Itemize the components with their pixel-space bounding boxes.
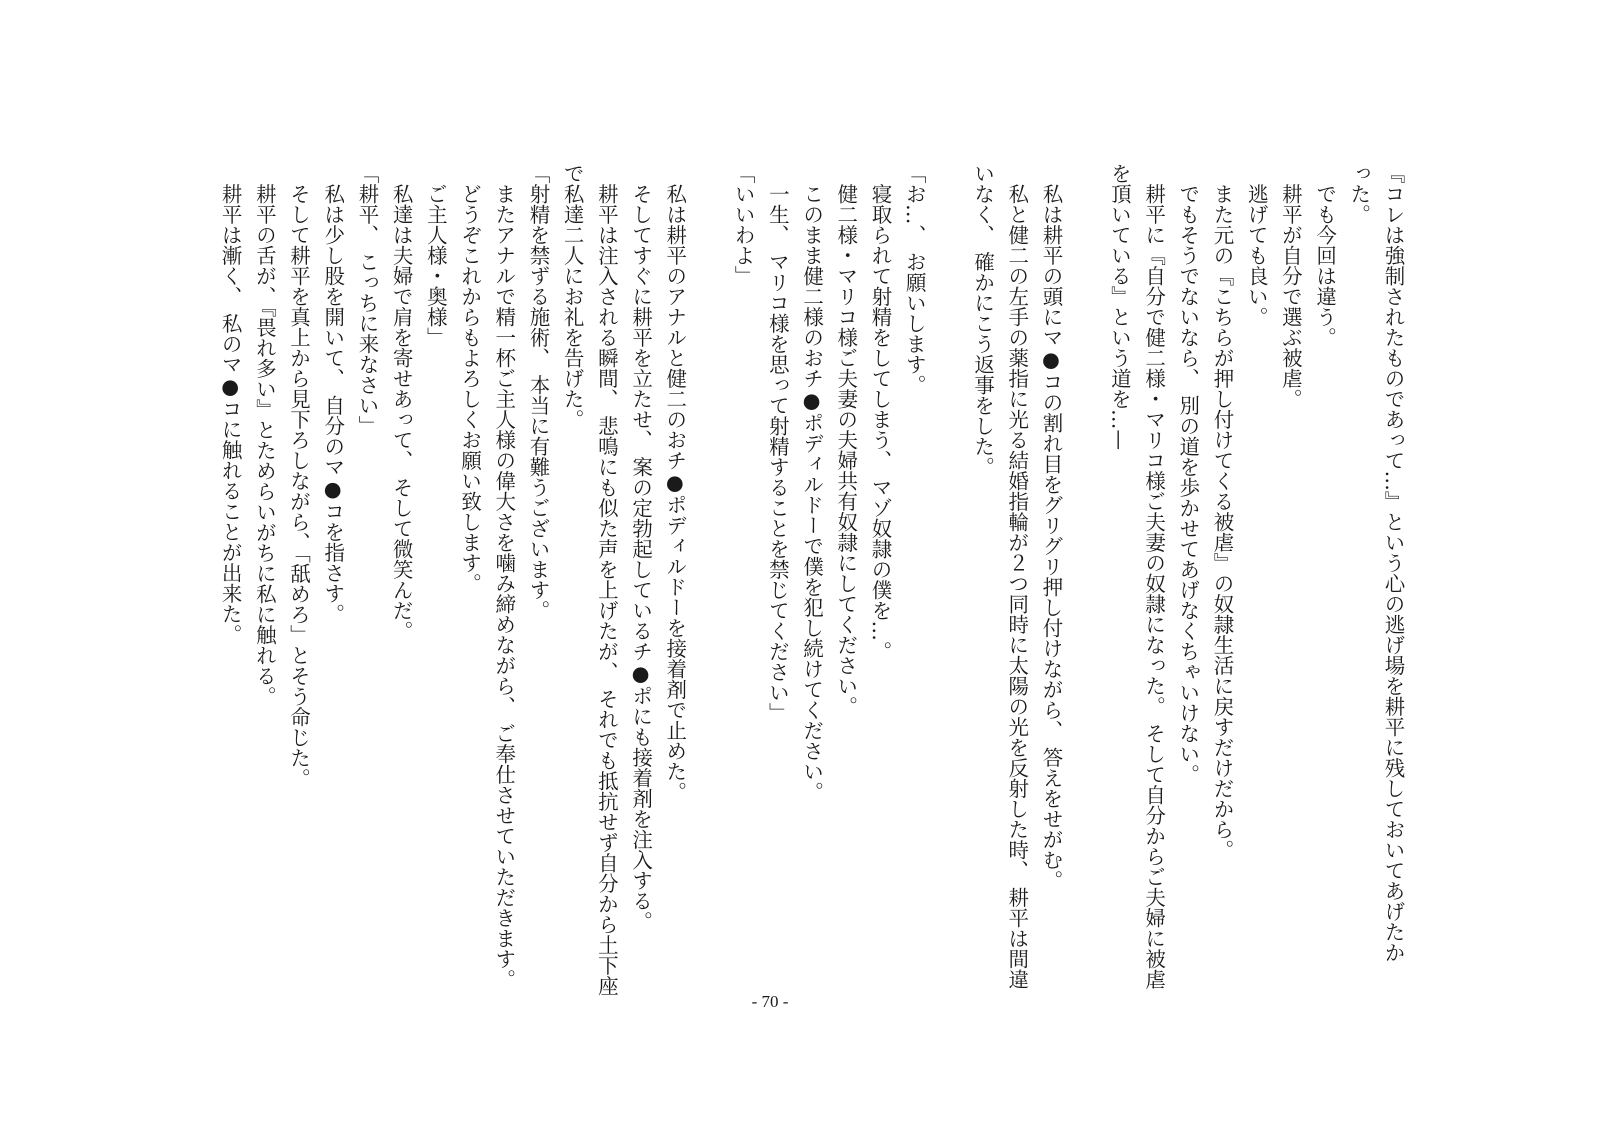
text-line: で私達二人にお礼を告げた。 bbox=[560, 163, 585, 430]
text-line: でも今回は違う。 bbox=[1312, 163, 1337, 348]
text-line: また元の『こちらが押し付けてくる被虐』の奴隷生活に戻すだけだから。 bbox=[1209, 163, 1234, 860]
page-number: - 70 - bbox=[751, 992, 789, 1011]
text-line: 耕平は漸く、 私のマ●コに触れることが出来た。 bbox=[218, 163, 243, 645]
text-line: いなく、 確かにこう返事をした。 bbox=[970, 163, 995, 478]
text-line: 健二様・マリコ様ご夫妻の夫婦共有奴隷にしてください。 bbox=[833, 163, 858, 717]
vertical-body-text bbox=[213, 163, 1410, 997]
text-line: 寝取られて射精をしてしまう、 マゾ奴隷の僕を…。 bbox=[867, 163, 892, 662]
text-line: このまま健二様のおチ●ポディルドーで僕を犯し続けてください。 bbox=[799, 163, 824, 802]
text-line: 私と健二の左手の薬指に光る結婚指輪が２つ同時に太陽の光を反射した時、 耕平は間違 bbox=[1004, 163, 1029, 990]
text-line: そして耕平を真上から見下ろしながら、「舐めろ」とそう命じた。 bbox=[286, 163, 311, 789]
text-line: 「射精を禁ずる施術、 本当に有難うございます。 bbox=[525, 163, 550, 621]
text-line: 耕平が自分で選ぶ被虐。 bbox=[1278, 163, 1303, 409]
text-line: 耕平に『自分で健二様・マリコ様ご夫妻の奴隷になった。 そして自分からご夫婦に被虐 bbox=[1141, 163, 1166, 990]
text-line: 耕平は注入される瞬間、 悲鳴にも似た声を上げたが、 それでも抵抗せず自分から土下座 bbox=[594, 163, 619, 997]
blank-line bbox=[692, 163, 726, 993]
text-line: どうぞこれからもよろしくお願い致します。 bbox=[457, 163, 482, 594]
text-line: 耕平の舌が、『畏れ多い』とためらいがちに私に触れる。 bbox=[252, 163, 277, 707]
text-line: 私は耕平のアナルと健二のおチ●ポディルドーを接着剤で止めた。 bbox=[662, 163, 687, 802]
text-line: ご主人様・奥様」 bbox=[423, 163, 448, 348]
text-line: そしてすぐに耕平を立たせ、 案の定勃起しているチ●ポにも接着剤を注入する。 bbox=[628, 163, 653, 932]
text-line: でもそうでないなら、 別の道を歩かせてあげなくちゃいけない。 bbox=[1175, 163, 1200, 785]
blank-line bbox=[931, 163, 965, 993]
text-line: 「お…、 お願いします。 bbox=[902, 163, 927, 396]
text-line: 私は少し股を開いて、 自分のマ●コを指さす。 bbox=[320, 163, 345, 625]
text-line: 私達は夫婦で肩を寄せあって、 そして微笑んだ。 bbox=[389, 163, 414, 642]
blank-line bbox=[1068, 163, 1102, 993]
text-line: 「いいわよ」 bbox=[731, 163, 756, 286]
text-line: 『コレは強制されたものであって…』という心の逃げ場を耕平に残しておいてあげたか bbox=[1381, 163, 1405, 963]
text-line: を頂いている』という道を…— bbox=[1107, 163, 1132, 450]
text-line: 「耕平、 こっちに来なさい」 bbox=[354, 163, 379, 437]
text-line: 逃げても良い。 bbox=[1244, 163, 1269, 327]
text-line: 一生、 マリコ様を思って射精することを禁じてください」 bbox=[765, 163, 790, 724]
text-line: った。 bbox=[1346, 163, 1371, 225]
text-line: 私は耕平の頭にマ●コの割れ目をグリグリ押し付けながら、 答えをせがむ。 bbox=[1038, 163, 1063, 891]
text-line: またアナルで精一杯ご主人様の偉大さを噛み締めながら、 ご奉仕させていただきます。 bbox=[491, 163, 516, 990]
